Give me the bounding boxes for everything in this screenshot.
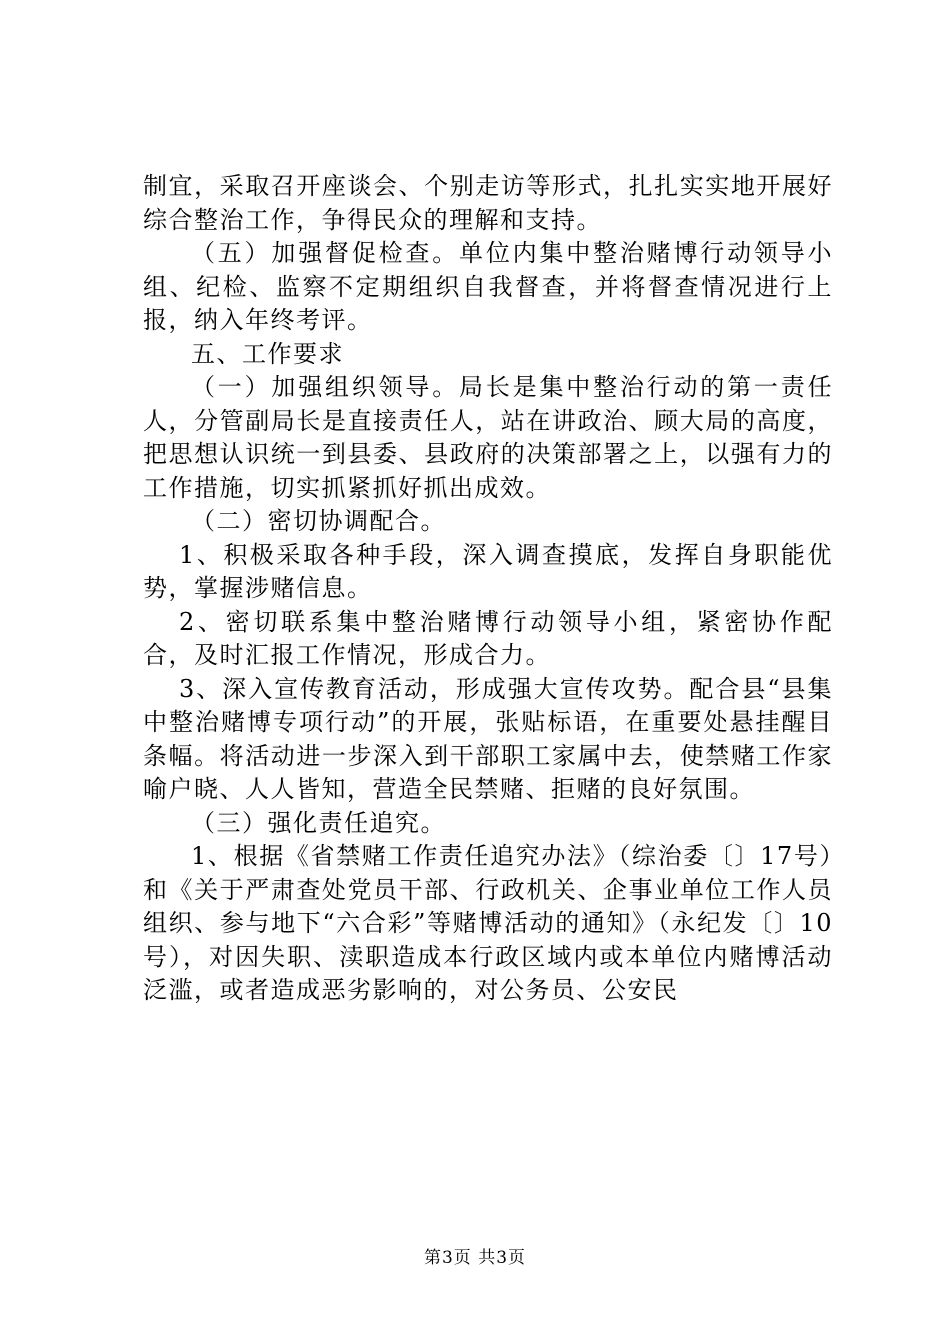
document-body xyxy=(143,170,833,1008)
paragraph-accountability-item-1: 1、根据《省禁赌工作责任追究办法》（综治委〔〕17号）和《关于严肃查处党员干部、行政机关、企事业单位工作人员组织、参与地下“六合彩”等赌博活动的通知》（永纪发〔〕10号），对因失职、渎职造成本行政区域内或本单位内赌博活动泛滥，或者造成恶劣影响的，对公务员、公安民 xyxy=(143,842,833,1004)
paragraph-coordination-item-1: 1、积极采取各种手段，深入调查摸底，发挥自身职能优势，掌握涉赌信息。 xyxy=(143,540,833,602)
paragraph-accountability-heading: （三）强化责任追究。 xyxy=(191,808,446,837)
page-number-footer: 第3页 共3页 xyxy=(423,1248,527,1268)
paragraph-continuation: 制宜，采取召开座谈会、个别走访等形式，扎扎实实地开展好综合整治工作，争得民众的理解和支持。 xyxy=(143,172,833,234)
paragraph-leadership: （一）加强组织领导。局长是集中整治行动的第一责任人，分管副局长是直接责任人，站在讲政治、顾大局的高度，把思想认识统一到县委、县政府的决策部署之上，以强有力的工作措施，切实抓紧抓好抓出成效。 xyxy=(143,373,833,502)
paragraph-supervision: （五）加强督促检查。单位内集中整治赌博行动领导小组、纪检、监察不定期组织自我督查，并将督查情况进行上报，纳入年终考评。 xyxy=(143,239,833,334)
paragraph-coordination-heading: （二）密切协调配合。 xyxy=(191,507,446,535)
paragraph-coordination-item-3: 3、深入宣传教育活动，形成强大宣传攻势。配合县“县集中整治赌博专项行动”的开展，张贴标语，在重要处悬挂醒目条幅。将活动进一步深入到干部职工家属中去，使禁赌工作家喻户晓、人人皆知，营造全民禁赌、拒赌的良好氛围。 xyxy=(143,674,833,803)
paragraph-coordination-item-2: 2、密切联系集中整治赌博行动领导小组，紧密协作配合，及时汇报工作情况，形成合力。 xyxy=(143,607,833,669)
section-heading-work-requirements: 五、工作要求 xyxy=(191,339,344,368)
